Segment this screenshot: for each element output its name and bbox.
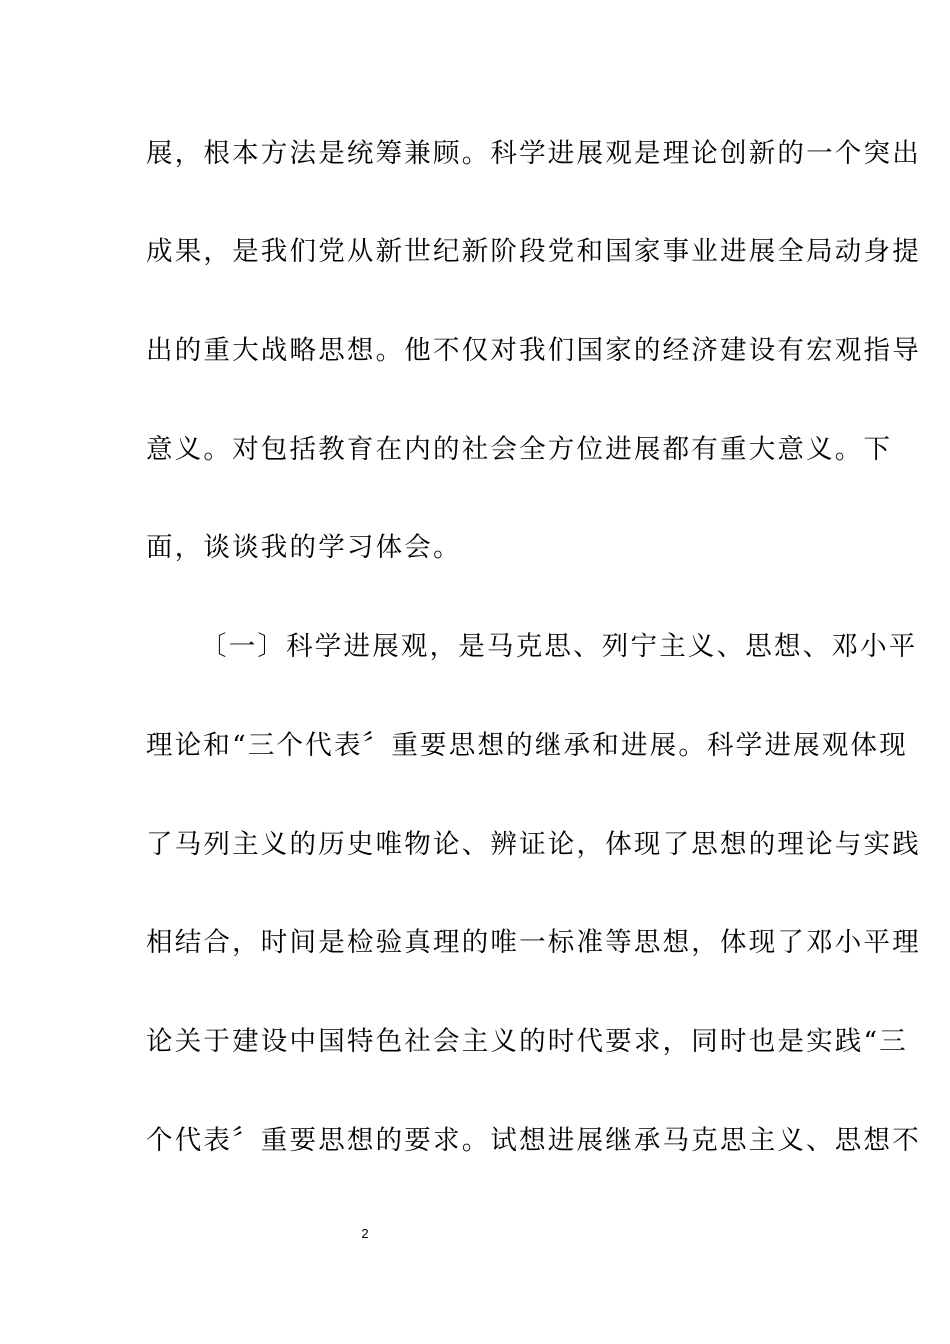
text-line: 理论和“三个代表〞重要思想的继承和进展。科学进展观体现 (146, 730, 908, 761)
page-number: 2 (361, 1226, 369, 1241)
text-line: 了马列主义的历史唯物论、辨证论，体现了思想的理论与实践 (146, 829, 921, 860)
text-line: 成果，是我们党从新世纪新阶段党和国家事业进展全局动身提 (146, 236, 921, 267)
text-line: 出的重大战略思想。他不仅对我们国家的经济建设有宏观指导 (146, 335, 921, 366)
text-line: 相结合，时间是检验真理的唯一标准等思想，体现了邓小平理 (146, 927, 921, 958)
text-line: 个代表〞重要思想的要求。试想进展继承马克思主义、思想不 (146, 1125, 921, 1156)
text-line: 意义。对包括教育在内的社会全方位进展都有重大意义。下 (146, 434, 893, 465)
text-line: 展，根本方法是统筹兼顾。科学进展观是理论创新的一个突出 (146, 138, 921, 169)
text-line: 面，谈谈我的学习体会。 (146, 532, 462, 563)
paragraph-first-line: 〔一〕科学进展观，是马克思、列宁主义、思想、邓小平 (200, 631, 918, 662)
text-line: 论关于建设中国特色社会主义的时代要求，同时也是实践“三 (146, 1026, 908, 1057)
